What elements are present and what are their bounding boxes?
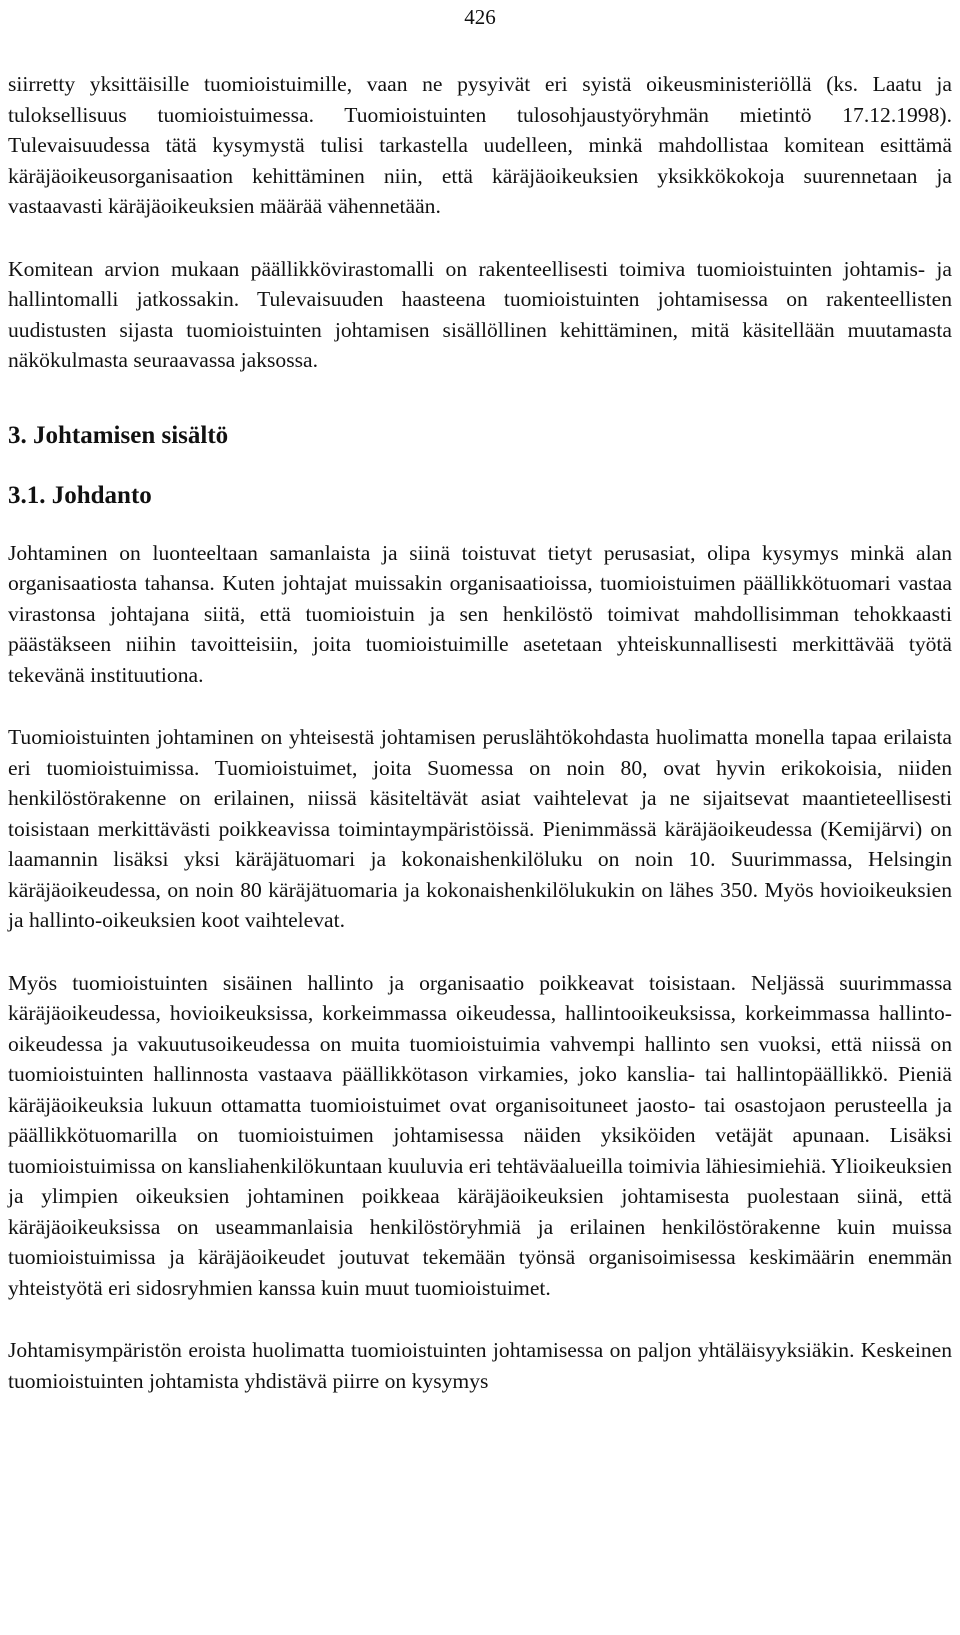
paragraph-committee-assessment: Komitean arvion mukaan päällikkövirastomalli on rakenteellisesti toimiva tuomioistuinten johtamis- ja hallintomalli jatkossakin. Tulevaisuuden haasteena tuomioistuinten johtamisessa on rakenteellisten uudistusten sijasta tuomioistuinten johtamisen sisällöllinen kehittäminen, mitä käsitellään muutamasta näkökulmasta seuraavassa jaksossa. — [8, 256, 952, 372]
section-heading: 3. Johtamisen sisältö — [8, 421, 229, 449]
paragraph-introduction: Johtaminen on luonteeltaan samanlaista ja siinä toistuvat tietyt perusasiat, olipa kysymys minkä alan organisaatiosta tahansa. Kuten johtajat muissakin organisaatioissa, tuomioistuimen päällikkötuomari vastaa virastonsa johtajana siitä, että tuomioistuin ja sen henkilöstö toimivat mahdollisimman tehokkaasti päästäkseen niihin tavoitteisiin, joita tuomioistuimille asetetaan yhteiskunnallisesti merkittävää työtä tekevänä instituutiona. — [8, 540, 952, 687]
paragraph-internal-administration: Myös tuomioistuinten sisäinen hallinto ja organisaatio poikkeavat toisistaan. Neljässä suurimmassa käräjäoikeudessa, hovioikeuksissa, korkeimmassa oikeudessa, hallintooikeuksissa, korkeimmassa hallinto-oikeudessa ja vakuutusoikeudessa on muita tuomioistuimia vahvempi hallinto sen vuoksi, että niissä on tuomioistuinten hallinnosta vastaava päällikkötason virkamies, joko kanslia- tai hallintopäällikkö. Pieniä käräjäoikeuksia lukuun ottamatta tuomioistuimet ovat organisoituneet jaosto- tai osastojaon perusteella ja päällikkötuomarilla on tuomioistuimen johtamisessa näiden yksiköiden vetäjät apunaan. Lisäksi tuomioistuimissa on kansliahenkilökuntaan kuuluvia eri tehtäväalueilla toimivia lähiesimiehiä. Ylioikeuksien ja ylimpien oikeuksien johtaminen poikkeaa käräjäoikeuksien johtamisesta puolestaan siinä, että käräjäoikeuksissa on useammanlaisia henkilöstöryhmiä ja erilainen henkilöstörakenne kuin muissa tuomioistuimissa ja käräjäoikeudet joutuvat tekemään työnsä organisoimisessa keskimäärin enemmän yhteistyötä eri sidosryhmien kanssa kuin muut tuomioistuimet. — [8, 970, 952, 1300]
paragraph-continuation: siirretty yksittäisille tuomioistuimille, vaan ne pysyivät eri syistä oikeusministeriöllä (ks. Laatu ja tuloksellisuus tuomioistuimessa. Tuomioistuinten tulosohjaustyöryhmän mietintö 17.12.1998). Tulevaisuudessa tätä kysymystä tulisi tarkastella uudelleen, minkä mahdollistaa komitean esittämä käräjäoikeusorganisaation kehittäminen niin, että käräjäoikeuksien yksikkökokoja suurennetaan ja vastaavasti käräjäoikeuksien määrää vähennetään. — [8, 72, 952, 218]
page-number: 426 — [464, 5, 496, 29]
page-body — [8, 69, 952, 1396]
subsection-heading: 3.1. Johdanto — [8, 481, 152, 509]
paragraph-court-differences: Tuomioistuinten johtaminen on yhteisestä johtamisen peruslähtökohdasta huolimatta monella tapaa erilaista eri tuomioistuimissa. Tuomioistuimet, joita Suomessa on noin 80, ovat hyvin erikokoisia, niiden henkilöstörakenne on erilainen, niissä käsiteltävät asiat vaihtelevat ja ne sijaitsevat maantieteellisesti toisistaan merkittävästi poikkeavissa toimintaympäristöissä. Pienimmässä käräjäoikeudessa (Kemijärvi) on laamannin lisäksi yksi käräjätuomari ja kokonaishenkilöluku on noin 10. Suurimmassa, Helsingin käräjäoikeudessa, on noin 80 käräjätuomaria ja kokonaishenkilölukukin on lähes 350. Myös hovioikeuksien ja hallinto-oikeuksien koot vaihtelevat. — [8, 725, 952, 932]
paragraph-similarities: Johtamisympäristön eroista huolimatta tuomioistuinten johtamisessa on paljon yhtäläisyyksiäkin. Keskeinen tuomioistuinten johtamista yhdistävä piirre on kysymys — [8, 1338, 952, 1393]
